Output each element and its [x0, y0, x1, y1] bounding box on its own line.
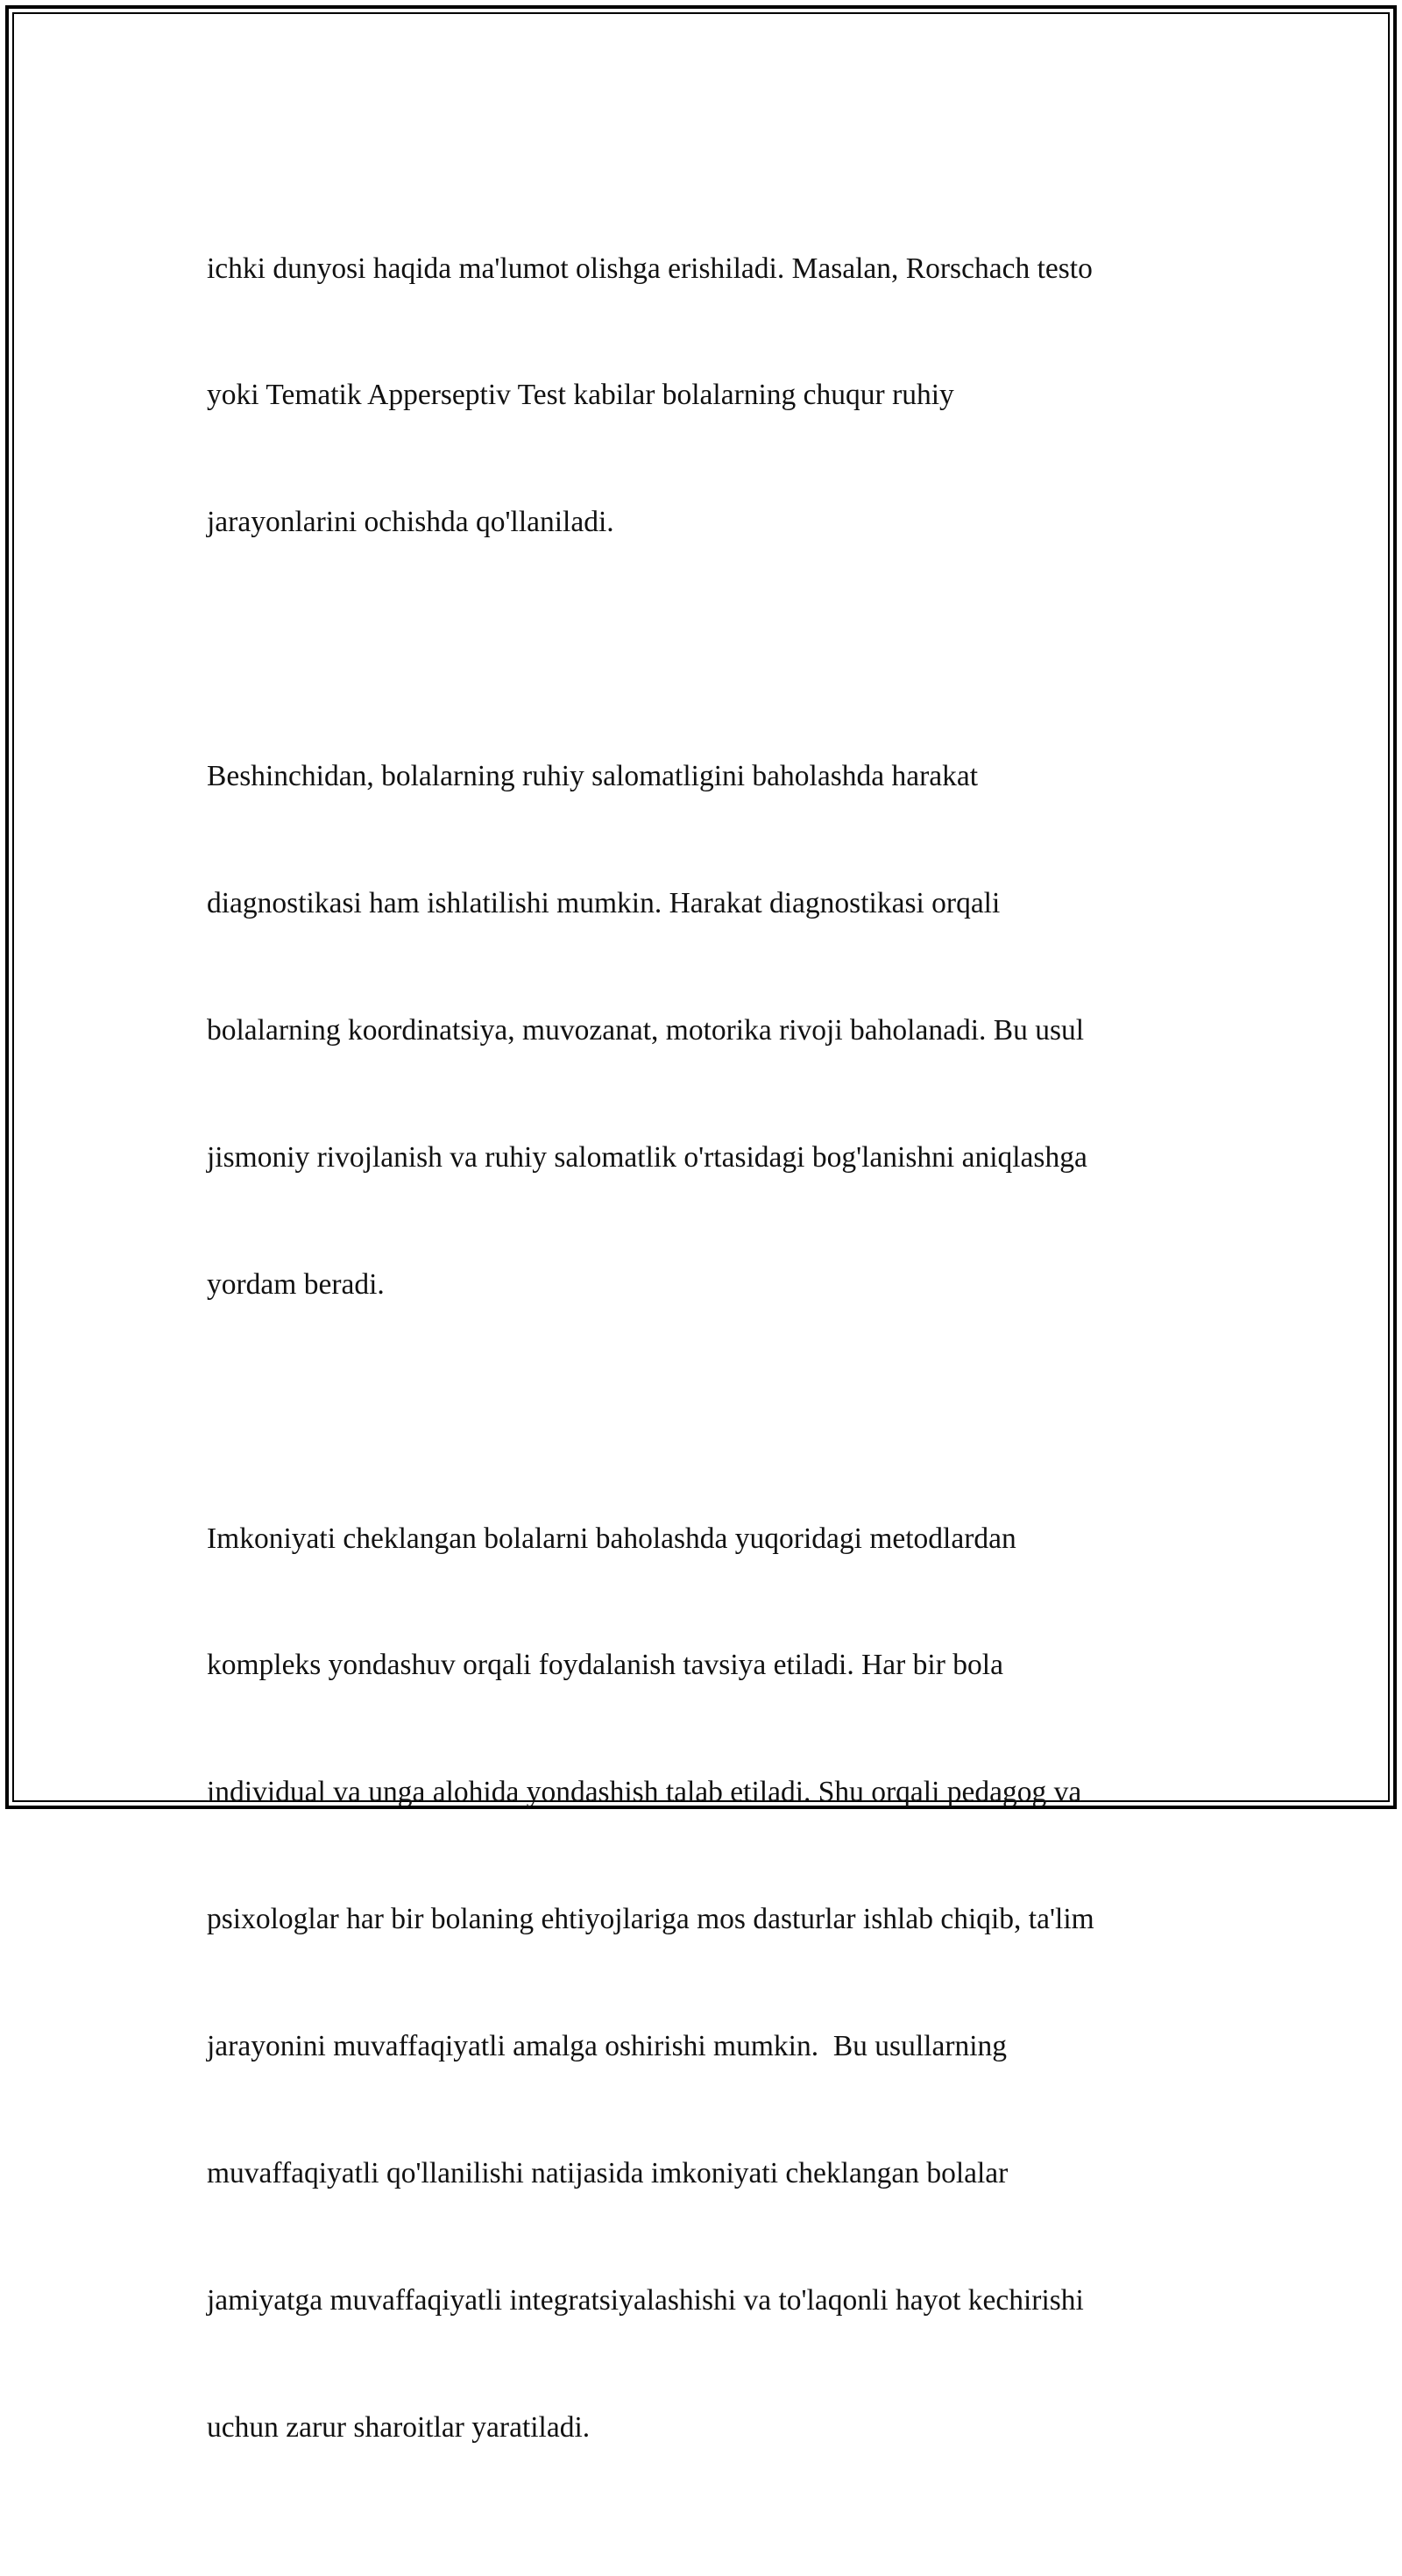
paragraph-line: individual va unga alohida yondashish talab etiladi. Shu orqali pedagog va [207, 1776, 1082, 1809]
paragraph-line: diagnostikasi ham ishlatilishi mumkin. Harakat diagnostikasi orqali [207, 887, 1001, 920]
paragraph-2 [207, 671, 1206, 1391]
document-body [207, 163, 1206, 2576]
paragraph-line: ichki dunyosi haqida ma'lumot olishga erishiladi. Masalan, Rorschach testo [207, 252, 1093, 285]
paragraph-line: muvaffaqiyatli qo'llanilishi natijasida imkoniyati cheklangan bolalar [207, 2156, 1009, 2189]
paragraph-line: jarayonini muvaffaqiyatli amalga oshirishi mumkin. Bu usullarning [207, 2030, 1008, 2063]
paragraph-line: jismoniy rivojlanish va ruhiy salomatlik o'rtasidagi bog'lanishni aniqlashga [207, 1140, 1087, 1174]
paragraph-3 [207, 1433, 1206, 2534]
paragraph-line: bolalarning koordinatsiya, muvozanat, motorika rivoji baholanadi. Bu usul [207, 1013, 1085, 1047]
paragraph-line: Imkoniyati cheklangan bolalarni baholashda yuqoridagi metodlardan [207, 1522, 1016, 1555]
paragraph-line: psixologlar har bir bolaning ehtiyojlariga mos dasturlar ishlab chiqib, ta'lim [207, 1903, 1094, 1936]
paragraph-1 [207, 163, 1206, 628]
paragraph-line: jamiyatga muvaffaqiyatli integratsiyalashishi va to'laqonli hayot kechirishi [207, 2283, 1084, 2317]
paragraph-line: yoki Tematik Apperseptiv Test kabilar bolalarning chuqur ruhiy [207, 379, 954, 412]
paragraph-line: yordam beradi. [207, 1267, 385, 1301]
paragraph-line: uchun zarur sharoitlar yaratiladi. [207, 2410, 591, 2444]
paragraph-line: kompleks yondashuv orqali foydalanish tavsiya etiladi. Har bir bola [207, 1649, 1003, 1682]
paragraph-line: Beshinchidan, bolalarning ruhiy salomatligini baholashda harakat [207, 760, 979, 793]
paragraph-line: jarayonlarini ochishda qo'llaniladi. [207, 506, 614, 539]
